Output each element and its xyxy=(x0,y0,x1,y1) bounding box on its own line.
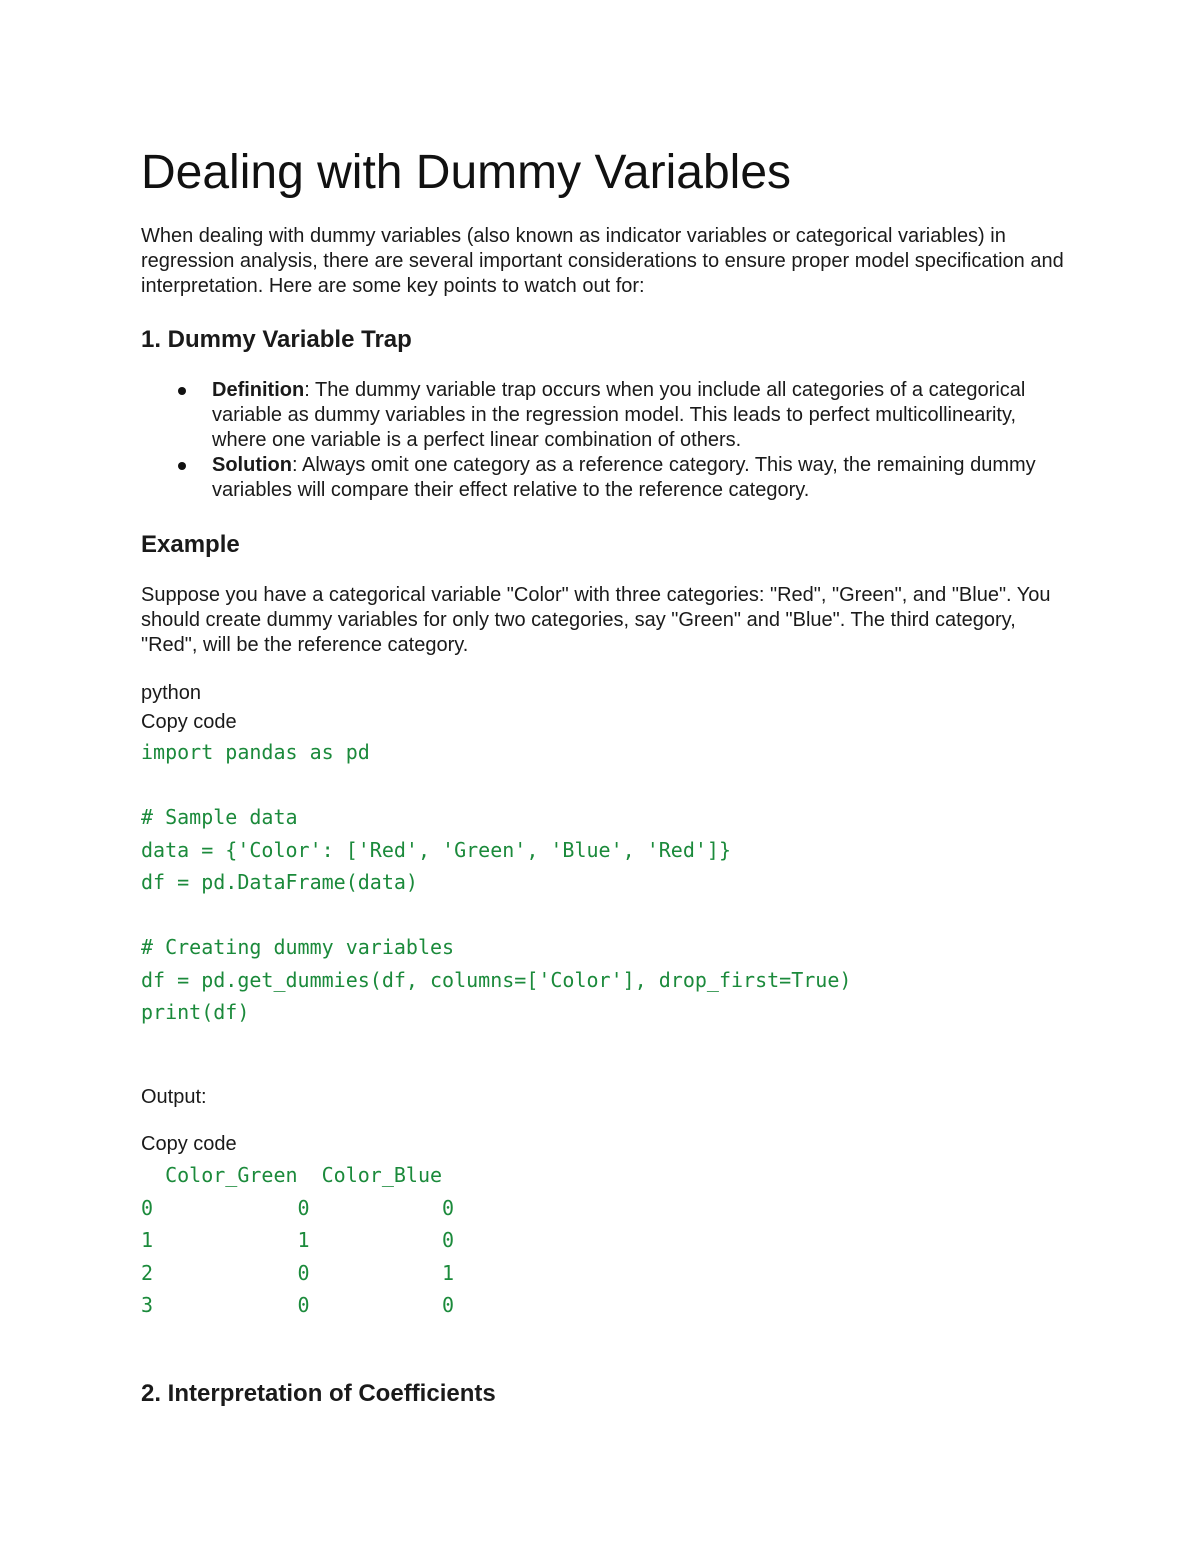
bullet-text: : Always omit one category as a reference category. This way, the remaining dummy variables will compare their effect relative to the reference category. xyxy=(212,454,1036,501)
copy-code-button[interactable]: Copy code xyxy=(141,1133,237,1155)
section-1-bullet-list xyxy=(141,378,1071,503)
section-2-heading: 2. Interpretation of Coefficients xyxy=(141,1380,496,1407)
example-heading: Example xyxy=(141,531,240,558)
code-block: import pandas as pd # Sample data data = {'Color': ['Red', 'Green', 'Blue', 'Red']} df = pd.DataFrame(data) # Creating dummy variables df = pd.get_dummies(df, columns=['Color'], drop_first=True) print(df) xyxy=(141,740,852,1024)
list-item xyxy=(141,453,1071,503)
bullet-icon xyxy=(178,387,186,395)
bullet-icon xyxy=(178,462,186,470)
bullet-text: : The dummy variable trap occurs when you include all categories of a categorical variable as dummy variables in the regression model. This leads to perfect multicollinearity, where one variable is a perfect linear combination of others. xyxy=(212,379,1026,451)
intro-paragraph: When dealing with dummy variables (also known as indicator variables or categorical variables) in regression analysis, there are several important considerations to ensure proper model specification and interpretation. Here are some key points to watch out for: xyxy=(141,225,1064,297)
list-item xyxy=(141,378,1071,453)
section-1-heading: 1. Dummy Variable Trap xyxy=(141,326,412,353)
bullet-term: Solution xyxy=(212,454,292,476)
copy-code-button[interactable]: Copy code xyxy=(141,711,237,733)
code-language-label: python xyxy=(141,682,202,704)
page-title: Dealing with Dummy Variables xyxy=(141,146,792,199)
bullet-term: Definition xyxy=(212,379,305,401)
example-paragraph: Suppose you have a categorical variable "Color" with three categories: "Red", "Green", and "Blue". You should create dummy variables for only two categories, say "Green" and "Blue". The third category, "Red", will be the reference category. xyxy=(141,584,1051,656)
output-block: Color_Green Color_Blue 0 0 0 1 1 0 2 0 1 3 0 0 xyxy=(141,1163,455,1317)
output-label: Output: xyxy=(141,1086,207,1108)
